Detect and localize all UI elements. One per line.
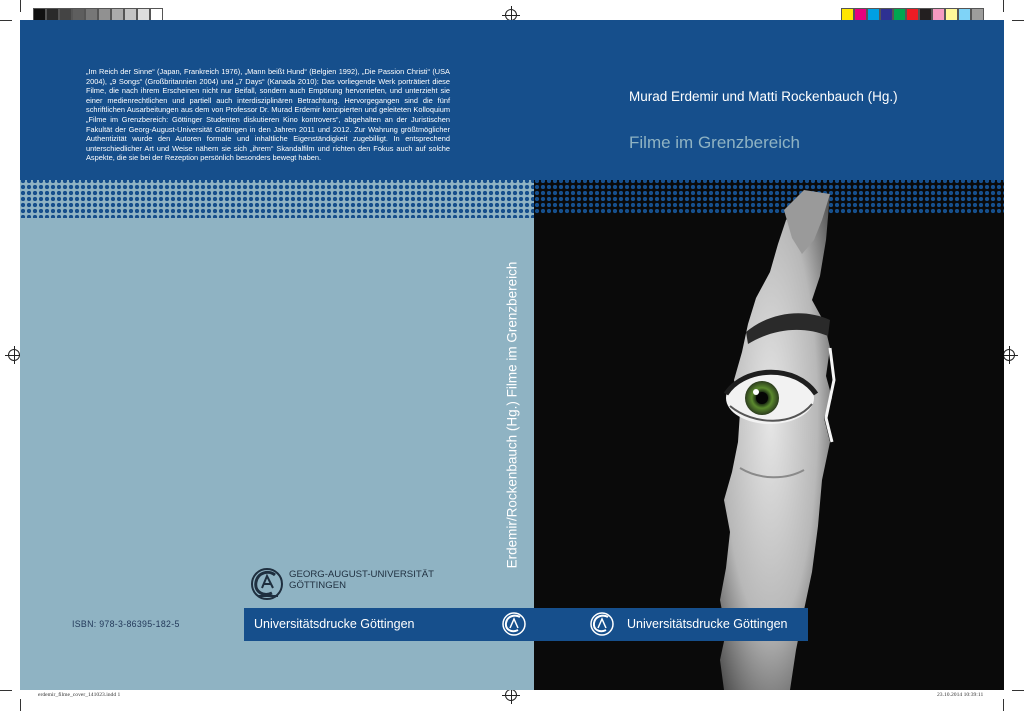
print-slug-file: erdemir_filme_cover_141023.indd 1 [38, 692, 121, 698]
registration-mark-right [1003, 349, 1015, 361]
crop-mark [0, 690, 12, 691]
crop-mark [20, 0, 21, 12]
crop-mark [1003, 699, 1004, 711]
crop-mark [1003, 0, 1004, 12]
crop-mark [20, 699, 21, 711]
isbn-number: ISBN: 978-3-86395-182-5 [72, 619, 180, 629]
publisher-logo-icon [500, 611, 528, 638]
crop-mark [1012, 20, 1024, 21]
publisher-name-back: Universitätsdrucke Göttingen [254, 617, 415, 631]
crop-mark [0, 20, 12, 21]
spine-title: Erdemir/Rockenbauch (Hg.) Filme im Grenzbereich [504, 261, 520, 569]
back-cover-blurb: „Im Reich der Sinne“ (Japan, Frankreich 1976), „Mann beißt Hund“ (Belgien 1992), „Die Passion Christi“ (USA 2004), „9 Songs“ (Großbritannien 2004) und „7 Days“ (Kanada 2010): Das vorliegende Werk porträtiert diese Filme, die nach ihrem Erscheinen nicht nur Beifall, sondern auch Empörung hervorriefen, und unterzieht sie einer medienrechtlichen und partiell auch interdisziplinären Betrachtung. Hervorgegangen sind die fünf schriftlichen Ausarbeitungen aus dem von Professor Dr. Murad Erdemir konzipierten und geleiteten Kolloquium „Filme im Grenzbereich: Göttinger Studenten diskutieren Kino kontrovers“, abgehalten an der Juristischen Fakultät der Georg-August-Universität Göttingen in den Jahren 2011 und 2012. Zur Wahrung größtmöglicher Authentizität wurde den Autoren formale und inhaltliche Eigenständigkeit zugebilligt. In entsprechend unterschiedlicher Art und Weise nähern sie sich „ihrem“ Skandalfilm und richten den Fokus auch auf solche Aspekte, die sie bei der Rezeption persönlich besonders bewegt haben. [86, 67, 450, 163]
halftone-pattern-back [20, 178, 534, 218]
crop-mark [1012, 690, 1024, 691]
editors-line: Murad Erdemir und Matti Rockenbauch (Hg.) [629, 89, 898, 104]
book-title: Filme im Grenzbereich [629, 133, 800, 152]
university-name-line2: GÖTTINGEN [289, 580, 347, 591]
university-logo [248, 566, 286, 602]
registration-mark-bottom [505, 689, 517, 701]
university-name [289, 569, 434, 591]
print-slug-timestamp: 23.10.2014 10:39:11 [937, 692, 984, 698]
university-name-line1: GEORG-AUGUST-UNIVERSITÄT [289, 569, 434, 580]
spine-top-panel [492, 20, 534, 180]
publisher-name-front: Universitätsdrucke Göttingen [627, 617, 788, 631]
publisher-logo-icon [588, 611, 616, 638]
registration-mark-left [8, 349, 20, 361]
